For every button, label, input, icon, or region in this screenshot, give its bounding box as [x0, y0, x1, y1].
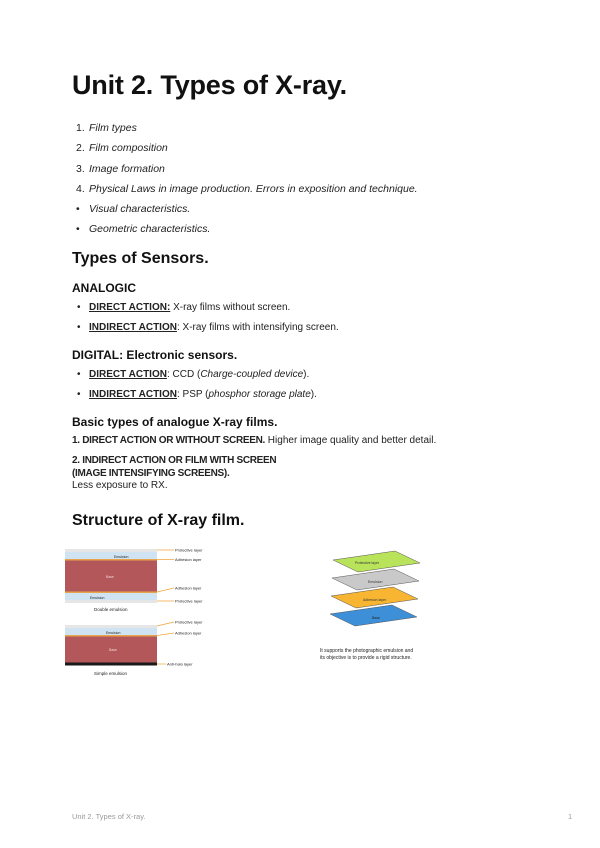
callout-label: Anti-halo layer	[167, 661, 193, 667]
item-lead: INDIRECT ACTION	[89, 389, 177, 400]
figure-caption-line2: its objective is to provide a rigid structure.	[320, 655, 412, 661]
list-item-text: Visual characteristics.	[89, 203, 191, 216]
structure-heading: Structure of X-ray film.	[72, 512, 245, 529]
list-marker: 1.	[76, 122, 85, 134]
adhesion-layer	[65, 635, 157, 637]
layer-label: Base	[109, 648, 117, 652]
digital-list	[72, 368, 317, 408]
paragraph-direct: 1. DIRECT ACTION OR WITHOUT SCREEN. Higher image quality and better detail.	[72, 435, 437, 446]
list-item-text: Geometric characteristics.	[89, 223, 211, 236]
list-marker: 3.	[76, 162, 85, 175]
list-marker: •	[76, 223, 80, 236]
callout-label: Adhesion layer	[175, 630, 202, 636]
paragraph-indirect: 2. INDIRECT ACTION OR FILM WITH SCREEN (IMAGE INTENSIFYING SCREENS). Less exposure to RX.	[72, 455, 277, 491]
list-marker: 2.	[76, 142, 85, 155]
list-item-text: Film composition	[89, 142, 168, 155]
list-item-text: Image formation	[89, 162, 165, 175]
list-item	[72, 201, 418, 221]
item-text: X-ray films without screen.	[170, 302, 291, 313]
stack-layer-label: Adhesion layer	[363, 598, 387, 602]
list-item: • INDIRECT ACTION: PSP (phosphor storage plate).	[77, 389, 317, 400]
list-item	[72, 181, 418, 201]
page-footer-title: Unit 2. Types of X-ray.	[72, 812, 146, 821]
list-item	[72, 221, 418, 241]
page-title: Unit 2. Types of X-ray.	[72, 70, 347, 100]
item-lead: DIRECT ACTION:	[89, 302, 171, 313]
callout-label: Protective layer	[175, 547, 203, 553]
adhesion-layer	[65, 592, 157, 594]
emulsion-layer	[65, 552, 157, 559]
stack-layer-label: Base	[372, 616, 380, 620]
protective-layer	[65, 549, 157, 552]
protective-layer	[65, 600, 157, 603]
adhesion-layer	[65, 559, 157, 561]
callout-label: Protective layer	[175, 598, 203, 604]
figure-caption-line1: It supports the photographic emulsion and	[320, 648, 414, 654]
stack-layer-label: Protective layer	[355, 561, 380, 565]
layer-label: Base	[106, 575, 114, 579]
list-marker: •	[76, 203, 80, 216]
layer-label: Emulsion	[106, 631, 121, 635]
list-item: • INDIRECT ACTION: X-ray films with intensifying screen.	[77, 322, 339, 333]
digital-heading: DIGITAL: Electronic sensors.	[72, 348, 238, 362]
callout-label: Adhesion layer	[175, 585, 202, 591]
protective-layer	[65, 625, 157, 628]
analogic-list	[72, 301, 339, 341]
anti-halo-layer	[65, 663, 157, 666]
item-lead: INDIRECT ACTION	[89, 322, 177, 333]
emulsion-layer	[65, 593, 157, 600]
layer-label: Emulsion	[114, 555, 129, 559]
figure-caption: Simple emulsion	[94, 671, 128, 676]
list-item	[72, 140, 418, 160]
item-lead: DIRECT ACTION	[89, 369, 167, 380]
callout-label: Adhesion layer	[175, 557, 202, 562]
page-number: 1	[568, 812, 573, 821]
analogic-heading: ANALOGIC	[72, 281, 136, 295]
layer-stack-figure	[310, 540, 460, 666]
layer-label: Emulsion	[90, 596, 105, 600]
stack-layer-label: Emulsion	[368, 580, 383, 584]
list-item: • DIRECT ACTION: X-ray films without screen.	[77, 302, 291, 313]
film-cross-section-figure	[62, 544, 252, 680]
list-item	[72, 161, 418, 181]
list-item: • DIRECT ACTION: CCD (Charge-coupled device).	[77, 369, 310, 380]
item-text: : X-ray films with intensifying screen.	[176, 322, 339, 333]
sensors-heading: Types of Sensors.	[72, 250, 209, 267]
list-item	[72, 120, 418, 140]
figure-caption: Double emulsion	[94, 607, 128, 612]
list-item-text: Film types	[89, 122, 137, 134]
callout-label: Protective layer	[175, 619, 203, 625]
list-marker: 4.	[76, 182, 85, 195]
topic-list	[72, 120, 418, 242]
basic-types-heading: Basic types of analogue X-ray films.	[72, 415, 278, 429]
list-item-text: Physical Laws in image production. Errors in exposition and technique.	[89, 182, 418, 195]
